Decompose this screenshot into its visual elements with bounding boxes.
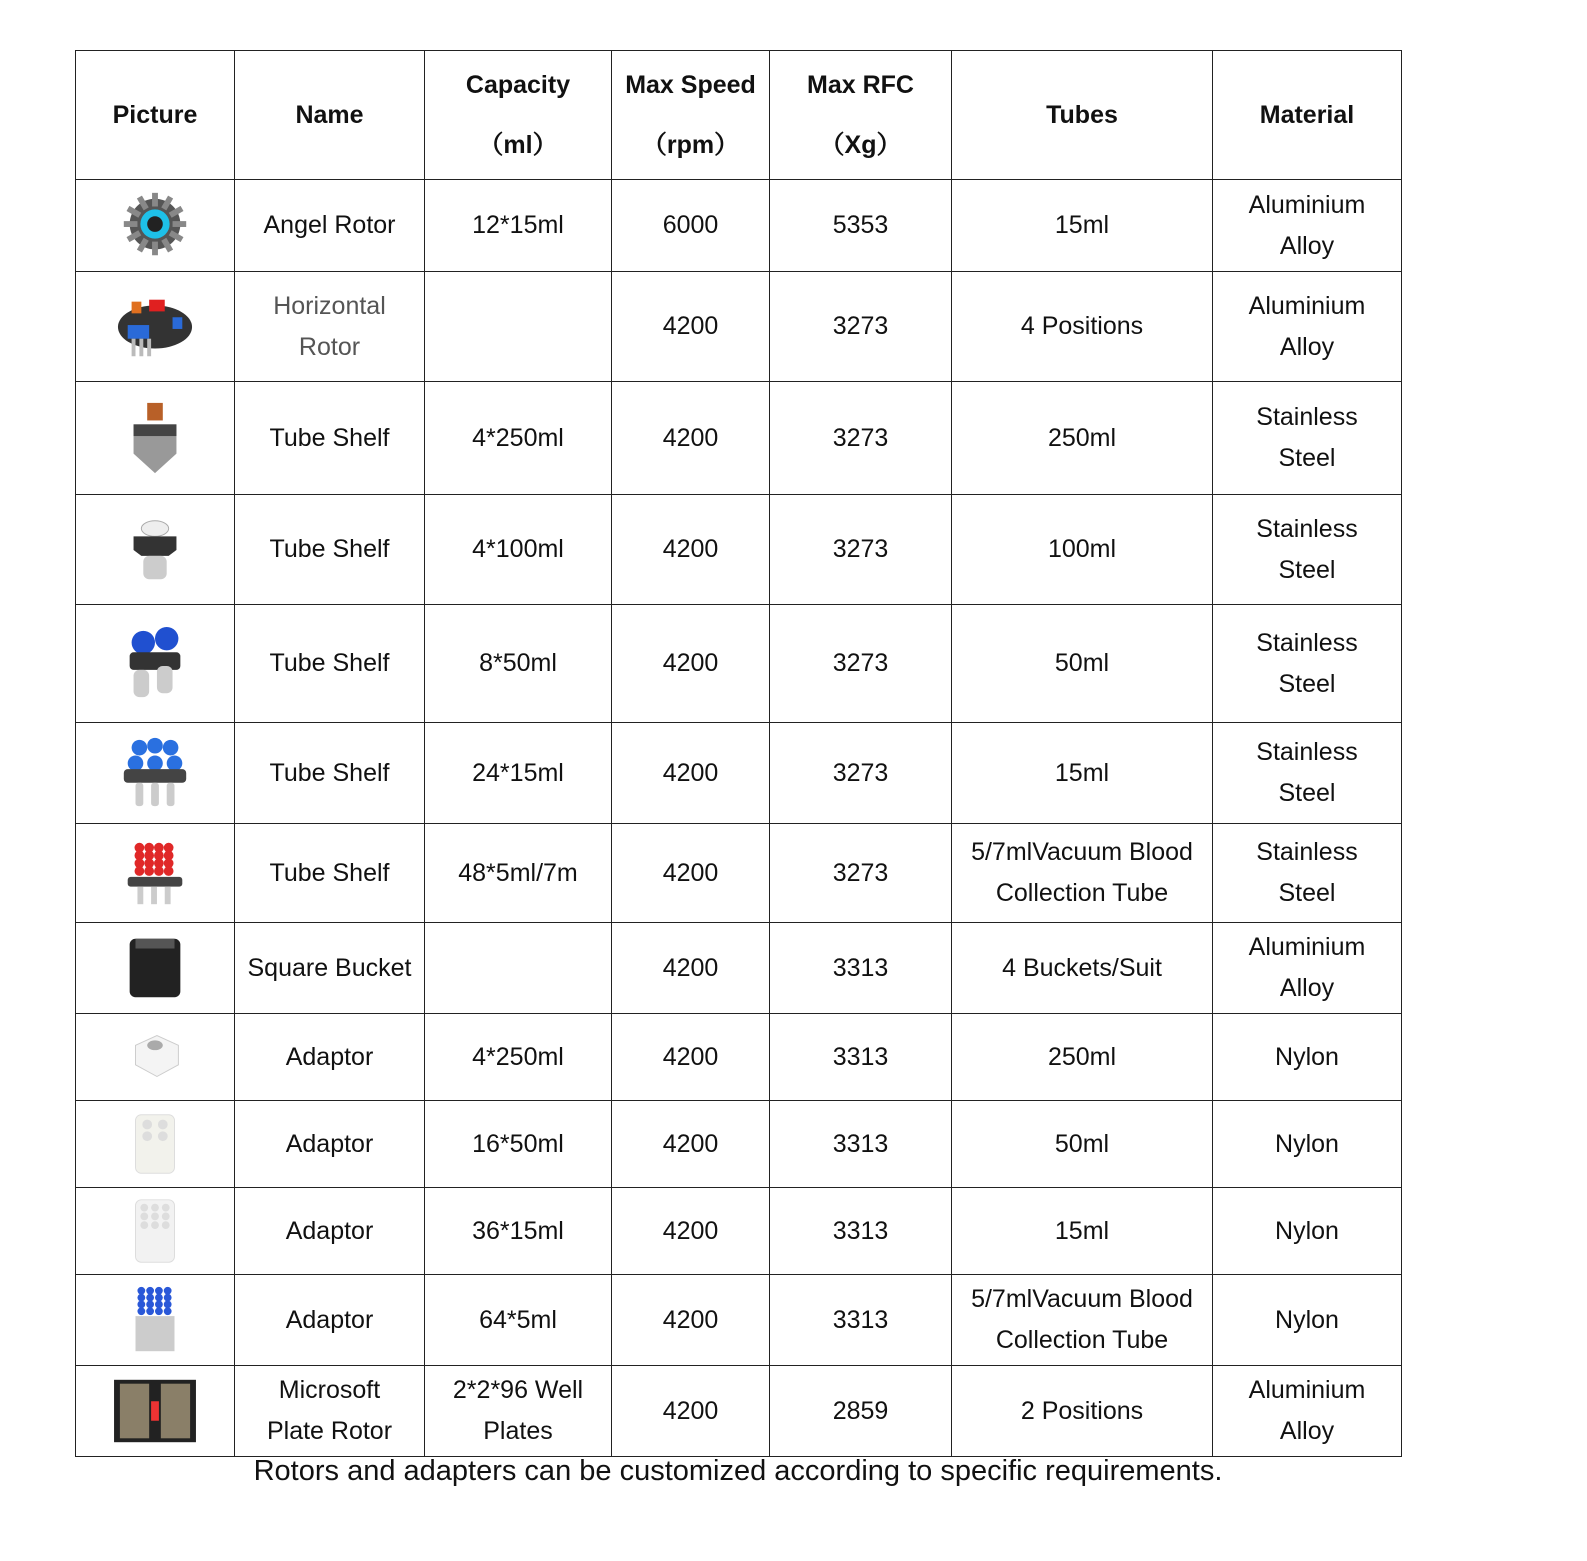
cell-name: Tube Shelf [235,824,425,923]
cell-material: Stainless Steel [1213,382,1402,495]
adaptor-15-icon [105,1192,205,1270]
cell-picture [76,180,235,272]
cell-material: Nylon [1213,1275,1402,1366]
cell-material: Nylon [1213,1188,1402,1275]
cell-tubes: 50ml [952,1101,1213,1188]
cell-tubes: 50ml [952,605,1213,723]
cell-name: Tube Shelf [235,382,425,495]
cell-capacity: 64*5ml [425,1275,612,1366]
footer-note: Rotors and adapters can be customized according to specific requirements. [253,1455,1223,1487]
cell-max-speed: 4200 [612,723,770,824]
adaptor-50-icon [105,1105,205,1183]
header-max-speed: Max Speed （rpm） [612,51,770,180]
cell-name: Tube Shelf [235,723,425,824]
cell-max-rfc: 3313 [770,1101,952,1188]
tube-shelf-15-icon [105,734,205,812]
cell-capacity [425,923,612,1014]
cell-material: Stainless Steel [1213,824,1402,923]
header-picture: Picture [76,51,235,180]
tube-shelf-100-icon [105,511,205,589]
cell-max-rfc: 3313 [770,1275,952,1366]
cell-material: Aluminium Alloy [1213,272,1402,382]
cell-max-rfc: 3273 [770,723,952,824]
cell-material: Nylon [1213,1014,1402,1101]
cell-name: Adaptor [235,1101,425,1188]
cell-capacity: 8*50ml [425,605,612,723]
header-capacity: Capacity （ml） [425,51,612,180]
cell-max-speed: 4200 [612,1188,770,1275]
table-row [76,382,1402,495]
table-row [76,605,1402,723]
table-row [76,923,1402,1014]
cell-capacity: 48*5ml/7m [425,824,612,923]
cell-max-speed: 4200 [612,1101,770,1188]
cell-picture [76,272,235,382]
cell-tubes: 4 Buckets/Suit [952,923,1213,1014]
cell-material: Aluminium Alloy [1213,923,1402,1014]
table-row [76,723,1402,824]
cell-material: Nylon [1213,1101,1402,1188]
header-name: Name [235,51,425,180]
cell-max-rfc: 3313 [770,1014,952,1101]
cell-capacity: 16*50ml [425,1101,612,1188]
cell-max-speed: 4200 [612,1366,770,1457]
cell-picture [76,382,235,495]
cell-max-rfc: 3273 [770,605,952,723]
table-row [76,824,1402,923]
table-row [76,1101,1402,1188]
cell-name: Adaptor [235,1275,425,1366]
cell-max-speed: 6000 [612,180,770,272]
cell-capacity [425,272,612,382]
cell-picture [76,1275,235,1366]
angle-rotor-icon [105,187,205,265]
cell-max-rfc: 5353 [770,180,952,272]
cell-tubes: 4 Positions [952,272,1213,382]
cell-picture [76,1188,235,1275]
cell-max-rfc: 3273 [770,824,952,923]
cell-max-speed: 4200 [612,923,770,1014]
cell-max-speed: 4200 [612,824,770,923]
cell-picture [76,824,235,923]
table-row [76,495,1402,605]
horizontal-rotor-icon [105,288,205,366]
cell-picture [76,1366,235,1457]
cell-max-speed: 4200 [612,382,770,495]
cell-name: Tube Shelf [235,605,425,723]
cell-capacity: 36*15ml [425,1188,612,1275]
table-row [76,1275,1402,1366]
tube-shelf-50-icon [105,625,205,703]
rotor-spec-table [75,50,1402,1457]
cell-name: Adaptor [235,1014,425,1101]
cell-max-rfc: 2859 [770,1366,952,1457]
cell-tubes: 15ml [952,723,1213,824]
cell-picture [76,605,235,723]
table-row [76,1188,1402,1275]
cell-material: Stainless Steel [1213,723,1402,824]
cell-material: Stainless Steel [1213,495,1402,605]
cell-tubes: 100ml [952,495,1213,605]
cell-max-rfc: 3313 [770,1188,952,1275]
cell-max-speed: 4200 [612,495,770,605]
cell-tubes: 250ml [952,1014,1213,1101]
table-row [76,1366,1402,1457]
cell-name: Angel Rotor [235,180,425,272]
tube-shelf-blood-icon [105,834,205,912]
cell-material: Stainless Steel [1213,605,1402,723]
microplate-rotor-icon [105,1372,205,1450]
cell-picture [76,1014,235,1101]
cell-picture [76,723,235,824]
table-row [76,1014,1402,1101]
header-row [76,51,1402,180]
cell-max-speed: 4200 [612,1014,770,1101]
cell-picture [76,1101,235,1188]
cell-picture [76,923,235,1014]
table-row [76,180,1402,272]
cell-tubes: 15ml [952,1188,1213,1275]
cell-capacity: 12*15ml [425,180,612,272]
header-max-rfc: Max RFC （Xg） [770,51,952,180]
cell-max-speed: 4200 [612,1275,770,1366]
cell-tubes: 2 Positions [952,1366,1213,1457]
cell-max-speed: 4200 [612,605,770,723]
cell-picture [76,495,235,605]
cell-name: Tube Shelf [235,495,425,605]
cell-material: Aluminium Alloy [1213,180,1402,272]
cell-max-speed: 4200 [612,272,770,382]
header-tubes: Tubes [952,51,1213,180]
cell-name: Horizontal Rotor [235,272,425,382]
cell-tubes: 250ml [952,382,1213,495]
cell-max-rfc: 3273 [770,495,952,605]
cell-max-rfc: 3273 [770,382,952,495]
cell-max-rfc: 3313 [770,923,952,1014]
cell-name: Microsoft Plate Rotor [235,1366,425,1457]
cell-capacity: 24*15ml [425,723,612,824]
cell-name: Square Bucket [235,923,425,1014]
adaptor-250-icon [105,1018,205,1096]
cell-tubes: 5/7mlVacuum Blood Collection Tube [952,1275,1213,1366]
cell-capacity: 4*250ml [425,1014,612,1101]
square-bucket-icon [105,929,205,1007]
cell-material: Aluminium Alloy [1213,1366,1402,1457]
table-row [76,272,1402,382]
tube-shelf-250-icon [105,399,205,477]
cell-name: Adaptor [235,1188,425,1275]
cell-capacity: 2*2*96 Well Plates [425,1366,612,1457]
cell-capacity: 4*250ml [425,382,612,495]
header-material: Material [1213,51,1402,180]
adaptor-5-icon [105,1281,205,1359]
cell-max-rfc: 3273 [770,272,952,382]
cell-capacity: 4*100ml [425,495,612,605]
cell-tubes: 15ml [952,180,1213,272]
cell-tubes: 5/7mlVacuum Blood Collection Tube [952,824,1213,923]
